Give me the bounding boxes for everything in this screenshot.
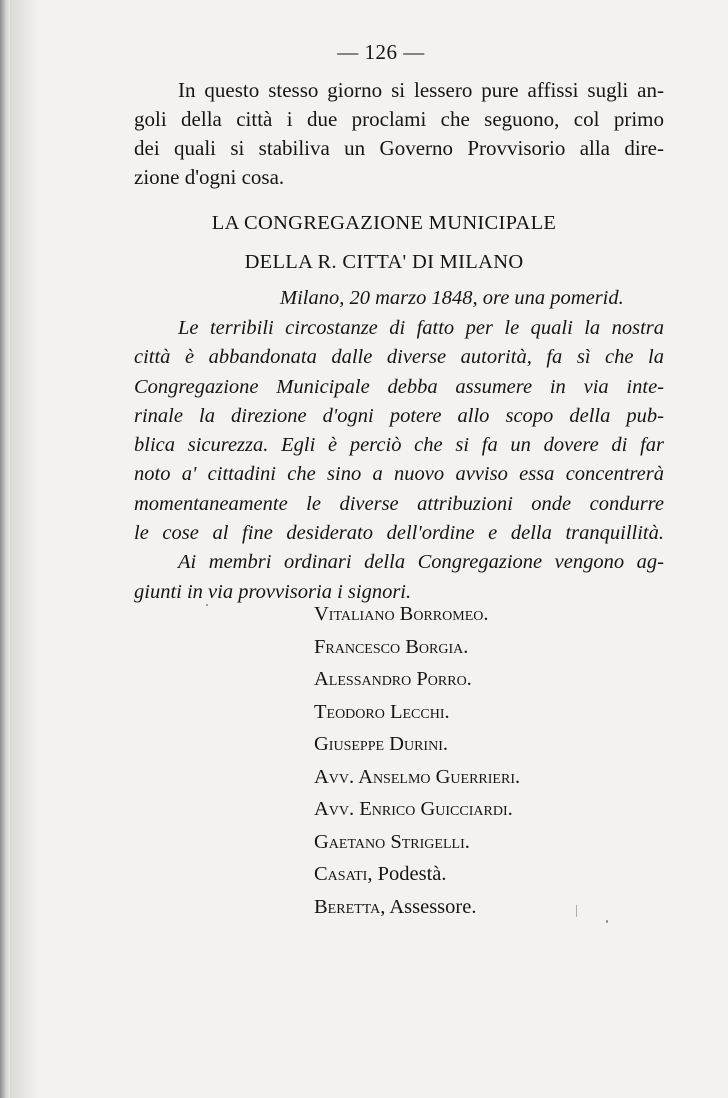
gutter-shade <box>10 0 40 1098</box>
signatory <box>314 598 674 631</box>
signatory-name: Francesco Borgia. <box>314 635 469 658</box>
body-line: Congregazione Municipale debba assumere in via inte- <box>134 375 664 398</box>
intro-line: dei quali si stabiliva un Governo Provvisorio alla dire- <box>134 136 664 160</box>
signatory-name: Giuseppe Durini. <box>314 733 448 755</box>
proclamation-heading-line1: LA CONGREGAZIONE MUNICIPALE <box>211 212 557 234</box>
intro-line: In questo stesso giorno si lessero pure affissi sugli an- <box>178 78 664 102</box>
page-edge-shadow <box>0 0 10 1098</box>
intro-line: goli della città i due proclami che seguono, col primo <box>134 107 664 131</box>
signatory <box>314 761 674 794</box>
signatory <box>314 631 674 664</box>
signatory <box>314 696 674 729</box>
signatory-role: Assessore. <box>385 895 477 918</box>
signatory-name: Avv. Enrico Guicciardi. <box>314 798 513 820</box>
signatory-name: Vitaliano Borromeo. <box>314 603 489 625</box>
signatories-list <box>314 598 674 923</box>
signatory-name: Avv. Anselmo Guerrieri. <box>314 765 521 788</box>
signatory-role: Podestà. <box>372 863 447 885</box>
body-line: Le terribili circostanze di fatto per le quali la nostra <box>178 317 664 339</box>
body-line: Ai membri ordinari della Congregazione vengono ag- <box>178 551 664 574</box>
body-line: rinale la direzione d'ogni potere allo scopo della pub- <box>134 404 664 427</box>
paper-speck <box>576 905 577 917</box>
signatory-name: Casati, <box>314 863 373 885</box>
signatory-name: Gaetano Strigelli. <box>314 830 470 853</box>
book-page <box>10 0 728 1098</box>
body-line: blica sicurezza. Egli è perciò che si fa un dovere di far <box>134 434 664 457</box>
signatory <box>314 826 674 859</box>
body-line: città è abbandonata dalle diverse autorità, fa sì che la <box>134 346 664 369</box>
intro-line: zione d'ogni cosa. <box>134 165 285 189</box>
intro-paragraph <box>134 76 664 192</box>
signatory-name: Alessandro Porro. <box>314 668 472 690</box>
body-line: noto a' cittadini che sino a nuovo avviso essa concentrerà <box>134 463 664 486</box>
signatory <box>314 663 674 696</box>
signatory-name: Teodoro Lecchi. <box>314 700 450 723</box>
proclamation-body <box>134 314 664 607</box>
signatory <box>314 891 674 924</box>
body-line: giunti in via provvisoria i signori. <box>134 580 412 603</box>
paper-speck <box>206 604 208 606</box>
proclamation-dateline: Milano, 20 marzo 1848, ore una pomerid. <box>280 287 624 309</box>
proclamation-heading-line2: DELLA R. CITTA' DI MILANO <box>244 251 524 273</box>
signatory <box>314 793 674 826</box>
signatory <box>314 858 674 891</box>
paper-speck <box>606 920 608 923</box>
page-number: — 126 — <box>337 40 425 64</box>
signatory <box>314 728 674 761</box>
body-line: le cose al fine desiderato dell'ordine e della tranquillità. <box>134 522 664 545</box>
signatory-name: Beretta, <box>314 895 386 918</box>
body-line: momentaneamente le diverse attribuzioni onde condurre <box>134 492 664 515</box>
